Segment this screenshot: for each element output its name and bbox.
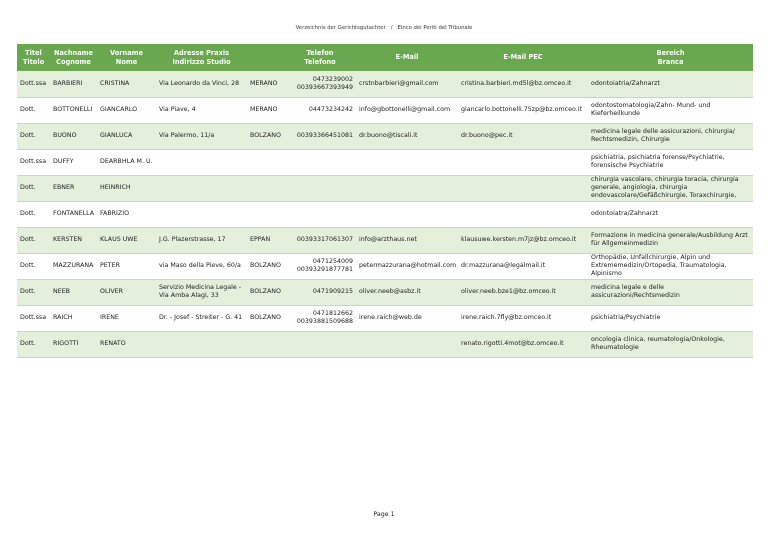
cell-city: BOLZANO: [247, 305, 284, 331]
cell-phone: [284, 149, 356, 175]
cell-email: [356, 331, 458, 357]
table-row: [17, 227, 753, 253]
table-row: [17, 71, 753, 97]
cell-address: Via Piave, 4: [156, 97, 247, 123]
cell-address: Via Palermo, 11/a: [156, 123, 247, 149]
cell-city: MERANO: [247, 71, 284, 97]
cell-pec: [458, 201, 588, 227]
cell-phone: 0473239002 00393667393949: [284, 71, 356, 97]
cell-name: RENATO: [97, 331, 156, 357]
cell-address: Servizio Medicina Legale - Via Amba Alagi, 33: [156, 279, 247, 305]
cell-pec: dr.buono@pec.it: [458, 123, 588, 149]
cell-address: J.G. Plazerstrasse, 17: [156, 227, 247, 253]
cell-area: chirurgia vascolare, chirurgia toracia, chirurgia generale, angiologia, chirurgia endovascolare/Gefäßchirurgie, Toraxchirurgie,: [588, 175, 753, 201]
cell-phone: [284, 331, 356, 357]
cell-surname: KERSTEN: [50, 227, 97, 253]
table-row: [17, 97, 753, 123]
column-header-address: Adresse Praxis Indirizzo Studio: [156, 44, 247, 71]
cell-name: IRENE: [97, 305, 156, 331]
column-header-city: [247, 44, 284, 71]
cell-area: medicina legale e delle assicurazioni/Rechtsmedizin: [588, 279, 753, 305]
cell-title: Dott.: [17, 331, 50, 357]
cell-pec: renato.rigotti.4mot@bz.omceo.it: [458, 331, 588, 357]
cell-surname: RAICH: [50, 305, 97, 331]
header-title-de: Verzeichnis der Gerichtsgutachter: [295, 25, 386, 31]
cell-phone: [284, 201, 356, 227]
cell-title: Dott.ssa: [17, 149, 50, 175]
table-row: [17, 305, 753, 331]
cell-pec: oliver.neeb.bze1@bz.omceo.it: [458, 279, 588, 305]
cell-pec: klausuwe.kersten.m7jz@bz.omceo.it: [458, 227, 588, 253]
cell-city: [247, 201, 284, 227]
cell-name: GIANLUCA: [97, 123, 156, 149]
cell-title: Dott.: [17, 175, 50, 201]
cell-title: Dott.ssa: [17, 71, 50, 97]
cell-area: odontoiatra/Zahnarzt: [588, 201, 753, 227]
cell-pec: [458, 175, 588, 201]
cell-address: [156, 201, 247, 227]
table-row: [17, 123, 753, 149]
cell-email: petermazzurana@hotmail.com: [356, 253, 458, 279]
table-row: [17, 149, 753, 175]
cell-pec: [458, 149, 588, 175]
cell-title: Dott.: [17, 123, 50, 149]
cell-phone: 0471254009 00393291877781: [284, 253, 356, 279]
cell-email: info@gbottonelli@gmail.com: [356, 97, 458, 123]
cell-surname: BUONO: [50, 123, 97, 149]
cell-email: crstnbarbieri@gmail.com: [356, 71, 458, 97]
cell-phone: 04473234242: [284, 97, 356, 123]
cell-area: medicina legale delle assicurazioni, chirurgia/ Rechtsmedizin, Chirurgie: [588, 123, 753, 149]
cell-area: oncologia clinica, reumatologia/Onkologie, Rheumatologie: [588, 331, 753, 357]
cell-pec: giancarlo.bottonelli.75zp@bz.omceo.it: [458, 97, 588, 123]
cell-city: [247, 149, 284, 175]
cell-address: Dr. - Josef - Streiter - G. 41: [156, 305, 247, 331]
header-separator: /: [390, 25, 393, 31]
column-header-pec: E-Mail PEC: [458, 44, 588, 71]
cell-email: [356, 201, 458, 227]
cell-surname: FONTANELLA: [50, 201, 97, 227]
table-row: [17, 253, 753, 279]
cell-phone: 00393317061307: [284, 227, 356, 253]
header-title-it: Elnco dei Periti del Tribunale: [397, 25, 473, 31]
cell-email: irene.raich@web.de: [356, 305, 458, 331]
cell-surname: EBNER: [50, 175, 97, 201]
cell-name: KLAUS UWE: [97, 227, 156, 253]
table-row: [17, 201, 753, 227]
experts-table: [17, 44, 753, 358]
cell-email: oliver.neeb@asbz.it: [356, 279, 458, 305]
cell-city: BOLZANO: [247, 123, 284, 149]
cell-area: odontoiatria/Zahnarzt: [588, 71, 753, 97]
cell-title: Dott.: [17, 227, 50, 253]
cell-name: DEARBHLA M. U.: [97, 149, 156, 175]
document-header: [0, 25, 768, 31]
cell-city: BOLZANO: [247, 253, 284, 279]
cell-surname: RIGOTTI: [50, 331, 97, 357]
cell-area: psichiatria, psichiatria forense/Psychiatrie, forensische Psychiatrie: [588, 149, 753, 175]
cell-phone: [284, 175, 356, 201]
cell-title: Dott.: [17, 253, 50, 279]
cell-city: MERANO: [247, 97, 284, 123]
cell-surname: NEEB: [50, 279, 97, 305]
cell-name: CRISTINA: [97, 71, 156, 97]
cell-address: via Maso della Pieve, 60/a: [156, 253, 247, 279]
cell-area: psichiatria/Psychiatrie: [588, 305, 753, 331]
column-header-area: Bereich Branca: [588, 44, 753, 71]
cell-pec: dr.mazzurana@legalmail.it: [458, 253, 588, 279]
cell-address: [156, 175, 247, 201]
cell-email: [356, 175, 458, 201]
cell-phone: 0471812662 00393881509688: [284, 305, 356, 331]
table-header-row: [17, 44, 753, 71]
cell-name: FABRIZIO: [97, 201, 156, 227]
cell-name: PETER: [97, 253, 156, 279]
cell-title: Dott.: [17, 97, 50, 123]
cell-pec: cristina.barbieri.md5l@bz.omceo.it: [458, 71, 588, 97]
cell-address: [156, 149, 247, 175]
cell-surname: BARBIERI: [50, 71, 97, 97]
cell-city: [247, 331, 284, 357]
table-row: [17, 175, 753, 201]
cell-surname: MAZZURANA: [50, 253, 97, 279]
cell-title: Dott.: [17, 279, 50, 305]
cell-email: [356, 149, 458, 175]
cell-title: Dott.ssa: [17, 305, 50, 331]
table-row: [17, 279, 753, 305]
column-header-name: Vorname Nome: [97, 44, 156, 71]
cell-address: Via Leonardo da Vinci, 28: [156, 71, 247, 97]
cell-email: dr.buono@tiscali.it: [356, 123, 458, 149]
cell-phone: 0471909215: [284, 279, 356, 305]
cell-city: BOLZANO: [247, 279, 284, 305]
table-row: [17, 331, 753, 357]
cell-name: HEINRICH: [97, 175, 156, 201]
cell-area: Orthopädie, Unfallchirurgie, Alpin und Extrememedizin/Ortopedia, Traumatologia, Alpinismo: [588, 253, 753, 279]
cell-email: info@arzthaus.net: [356, 227, 458, 253]
cell-title: Dott.: [17, 201, 50, 227]
cell-surname: DUFFY: [50, 149, 97, 175]
cell-city: EPPAN: [247, 227, 284, 253]
table-body: [17, 71, 753, 357]
cell-city: [247, 175, 284, 201]
page-number: Page 1: [373, 511, 395, 518]
column-header-phone: Telefon Telefono: [284, 44, 356, 71]
column-header-title: Titel Titolo: [17, 44, 50, 71]
cell-phone: 00393366451081: [284, 123, 356, 149]
cell-name: GIANCARLO: [97, 97, 156, 123]
cell-pec: irene.raich.7fly@bz.omceo.it: [458, 305, 588, 331]
cell-area: odontostomatologia/Zahn- Mund- und Kieferheilkunde: [588, 97, 753, 123]
cell-surname: BOTTONELLI: [50, 97, 97, 123]
column-header-email: E-Mail: [356, 44, 458, 71]
cell-name: OLIVER: [97, 279, 156, 305]
cell-address: [156, 331, 247, 357]
cell-area: Formazione in medicina generale/Ausbildung Arzt für Allgemeinmedizin: [588, 227, 753, 253]
column-header-surname: Nachname Cognome: [50, 44, 97, 71]
